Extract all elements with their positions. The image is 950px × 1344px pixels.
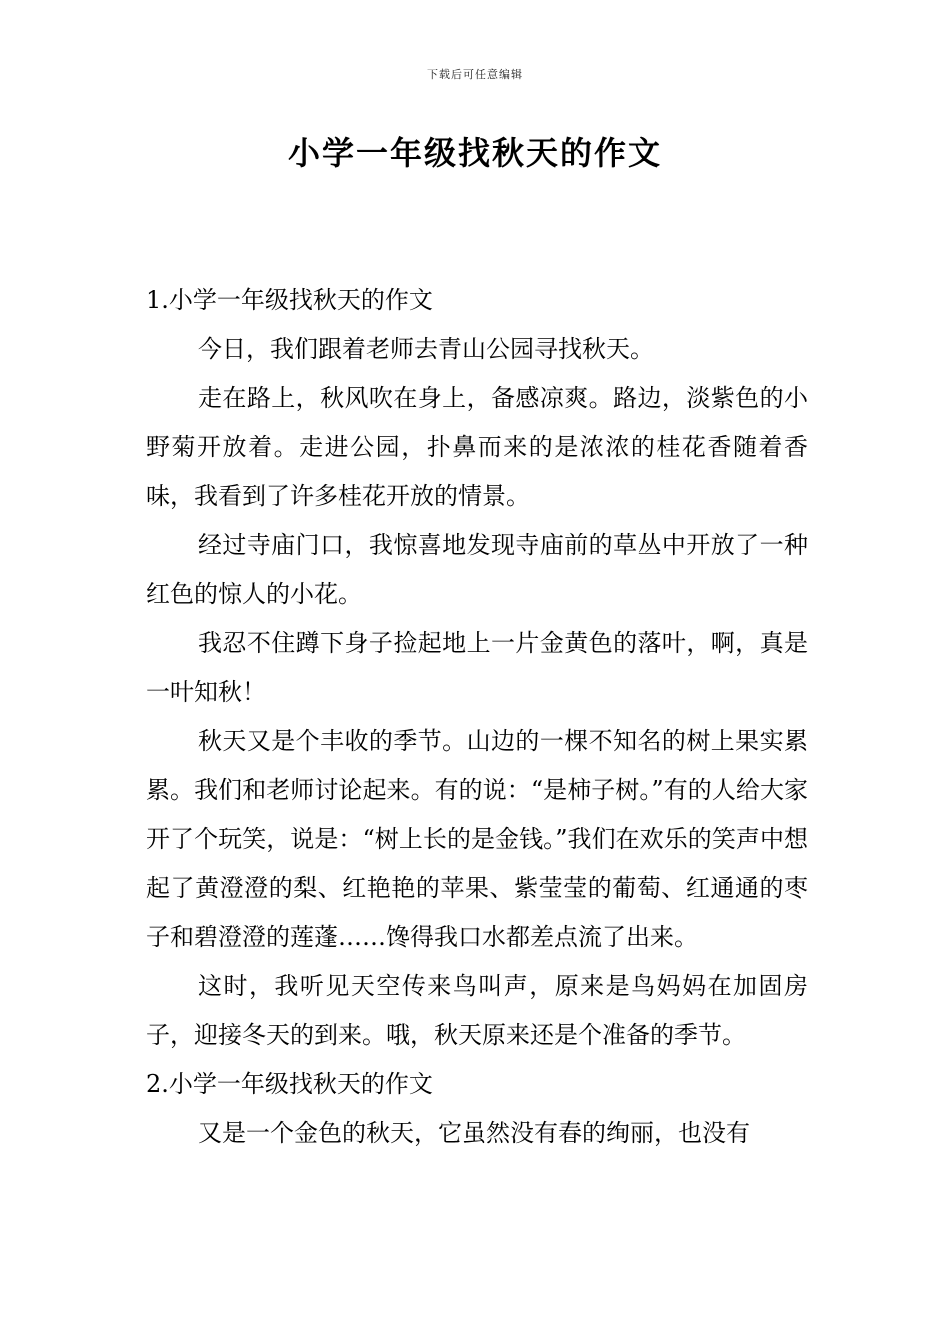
- paragraph: 今日，我们跟着老师去青山公园寻找秋天。: [198, 335, 654, 363]
- section-heading-1: 1.小学一年级找秋天的作文: [146, 286, 433, 314]
- paragraph: 走在路上，秋风吹在身上，备感凉爽。路边，淡紫色的小野菊开放着。走进公园，扑鼻而来的是浓浓的桂花香随着香味，我看到了许多桂花开放的情景。: [146, 384, 808, 510]
- paragraph: 秋天又是个丰收的季节。山边的一棵不知名的树上果实累累。我们和老师讨论起来。有的说：“是柿子树。”有的人给大家开了个玩笑，说是：“树上长的是金钱。”我们在欢乐的笑声中想起了黄澄澄的梨、红艳艳的苹果、紫莹莹的葡萄、红通通的枣子和碧澄澄的莲蓬……馋得我口水都差点流了出来。: [146, 727, 808, 951]
- paragraph: 我忍不住蹲下身子捡起地上一片金黄色的落叶，啊，真是一叶知秋！: [146, 629, 808, 706]
- paragraph: 经过寺庙门口，我惊喜地发现寺庙前的草丛中开放了一种红色的惊人的小花。: [146, 531, 808, 608]
- header-note: 下载后可任意编辑: [427, 68, 523, 81]
- paragraph: 这时，我听见天空传来鸟叫声，原来是鸟妈妈在加固房子，迎接冬天的到来。哦，秋天原来还是个准备的季节。: [146, 972, 808, 1049]
- essay-body: [146, 276, 808, 1158]
- page-title: 小学一年级找秋天的作文: [287, 134, 662, 172]
- section-heading-2: 2.小学一年级找秋天的作文: [146, 1070, 433, 1098]
- paragraph: 又是一个金色的秋天，它虽然没有春的绚丽，也没有: [198, 1119, 750, 1147]
